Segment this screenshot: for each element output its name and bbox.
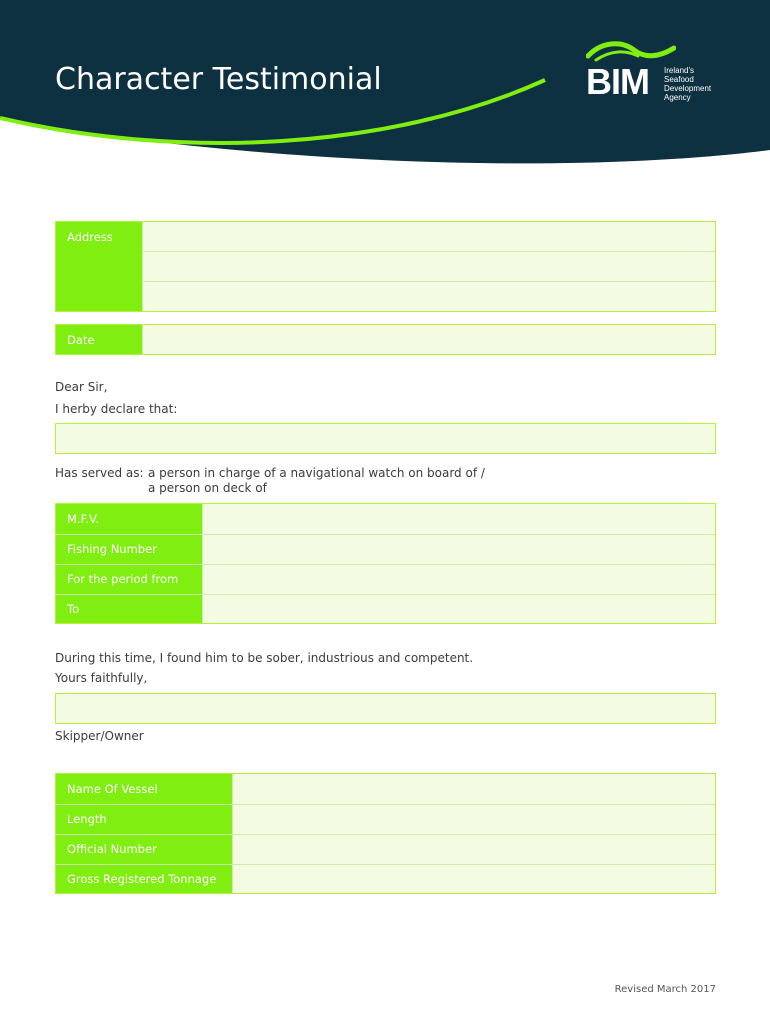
address-table [55,221,716,312]
row-divider [56,564,715,565]
date-input[interactable] [142,325,715,354]
row-divider [142,251,715,252]
revision-note: Revised March 2017 [614,984,716,995]
gross-tonnage-label: Gross Registered Tonnage [56,864,232,893]
signature-caption: Skipper/Owner [55,729,144,743]
period-to-label: To [56,594,202,623]
vessel-details-table [55,773,716,894]
fishing-number-input[interactable] [202,534,715,564]
vessel-service-table [55,503,716,624]
table-row [56,834,715,864]
statement-text: During this time, I found him to be sober, industrious and competent. [55,651,474,665]
logo-tagline [664,66,734,102]
sign-off-text: Yours faithfully, [55,671,148,685]
declared-person-input[interactable] [55,423,716,454]
mfv-input[interactable] [202,504,715,534]
fishing-number-label: Fishing Number [56,534,202,564]
logo-tagline-line: Development [664,84,712,93]
mfv-label: M.F.V. [56,504,202,534]
address-line-2-input[interactable] [142,252,715,281]
logo-wordmark: BIM [586,61,649,102]
vessel-name-label: Name Of Vessel [56,774,232,804]
table-row [56,564,715,594]
signature-input[interactable] [55,693,716,724]
row-divider [56,864,715,865]
date-label: Date [56,325,142,354]
header-banner [0,0,770,175]
bim-logo [586,38,726,102]
logo-tagline-line: Agency [664,93,691,102]
served-as-option-1: a person in charge of a navigational watch on board of / [148,466,485,480]
date-table [55,324,716,355]
length-label: Length [56,804,232,834]
row-divider [56,804,715,805]
table-row [56,504,715,534]
period-to-input[interactable] [202,594,715,623]
address-label: Address [56,222,142,311]
row-divider [142,281,715,282]
row-divider [56,834,715,835]
gross-tonnage-input[interactable] [232,864,715,893]
served-as-option-2: a person on deck of [148,481,267,495]
period-from-input[interactable] [202,564,715,594]
vessel-name-input[interactable] [232,774,715,804]
row-divider [56,594,715,595]
length-input[interactable] [232,804,715,834]
served-as-label: Has served as: [55,466,144,480]
address-line-3-input[interactable] [142,282,715,311]
table-row [56,804,715,834]
official-number-input[interactable] [232,834,715,864]
address-line-1-input[interactable] [142,222,715,251]
table-row [56,534,715,564]
period-from-label: For the period from [56,564,202,594]
page-title: Character Testimonial [55,62,382,97]
table-row [56,774,715,804]
table-row [56,594,715,623]
logo-tagline-line: Ireland's [664,66,694,75]
logo-tagline-line: Seafood [664,75,694,84]
table-row [56,864,715,893]
row-divider [56,534,715,535]
official-number-label: Official Number [56,834,232,864]
greeting-text: Dear Sir, [55,380,108,394]
declare-text: I herby declare that: [55,402,178,416]
